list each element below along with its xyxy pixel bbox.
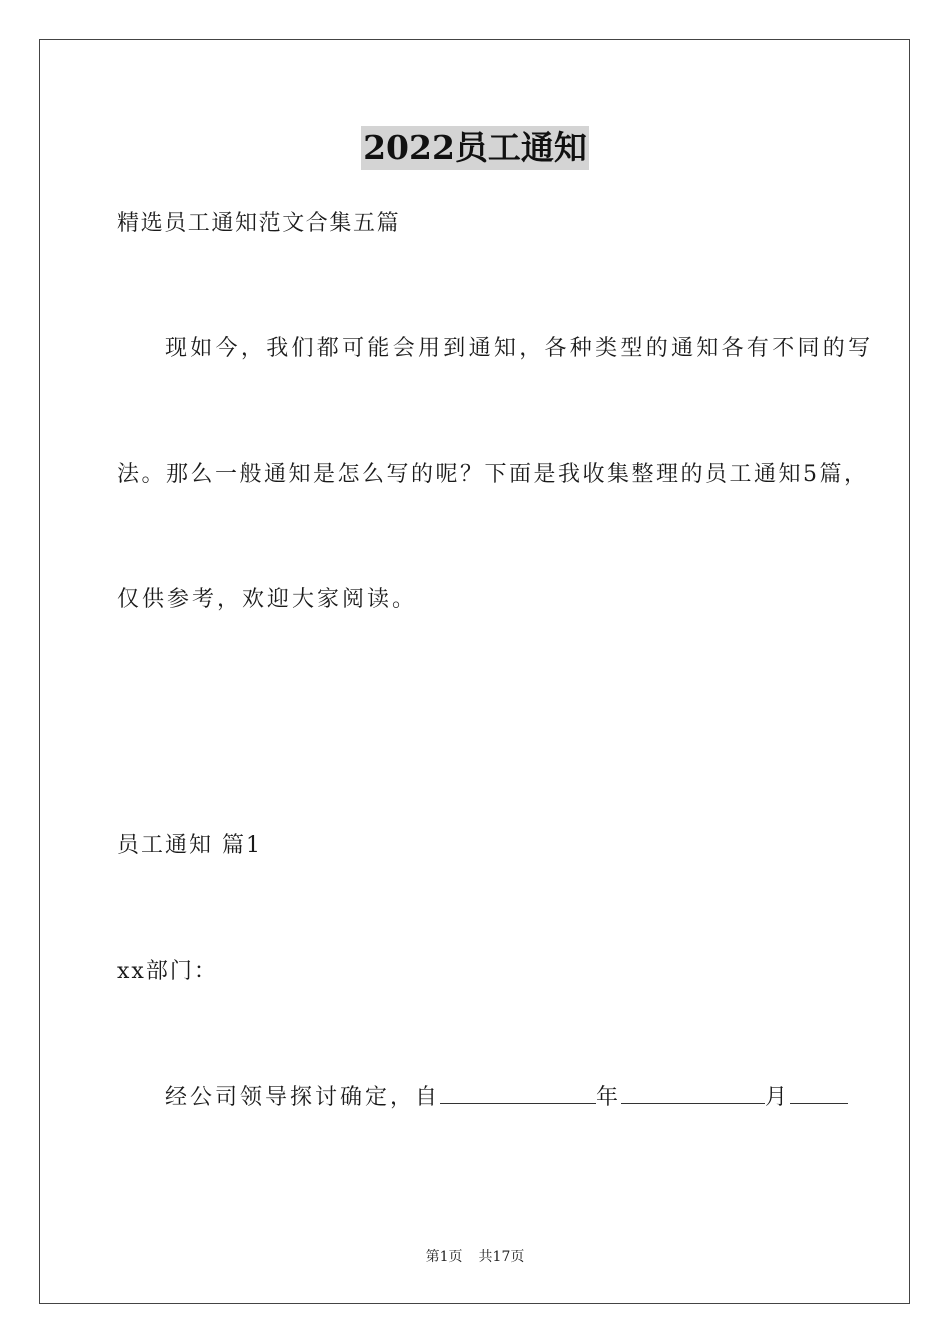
notice-line (165, 1081, 848, 1113)
notice-prefix: 经公司领导探讨确定，自 (165, 1085, 441, 1110)
document-title: 2022员工通知 (361, 126, 589, 170)
document-subtitle: 精选员工通知范文合集五篇 (117, 211, 401, 236)
page-total: 共17页 (478, 1249, 525, 1265)
title-container (0, 126, 950, 170)
intro-line-1: 现如今，我们都可能会用到通知，各种类型的通知各有不同的写 (165, 336, 874, 361)
day-blank (790, 1081, 848, 1104)
intro-line-2: 法。那么一般通知是怎么写的呢？下面是我收集整理的员工通知5篇， (117, 462, 869, 487)
month-blank (621, 1081, 765, 1104)
section-heading: 员工通知 篇1 (117, 833, 262, 858)
department-salutation: xx部门： (117, 959, 218, 984)
month-label: 月 (765, 1085, 791, 1110)
page-footer (0, 1247, 950, 1267)
page-number: 第1页 (425, 1249, 463, 1265)
year-label: 年 (596, 1085, 622, 1110)
intro-line-3: 仅供参考，欢迎大家阅读。 (117, 587, 418, 612)
year-blank (440, 1081, 596, 1104)
